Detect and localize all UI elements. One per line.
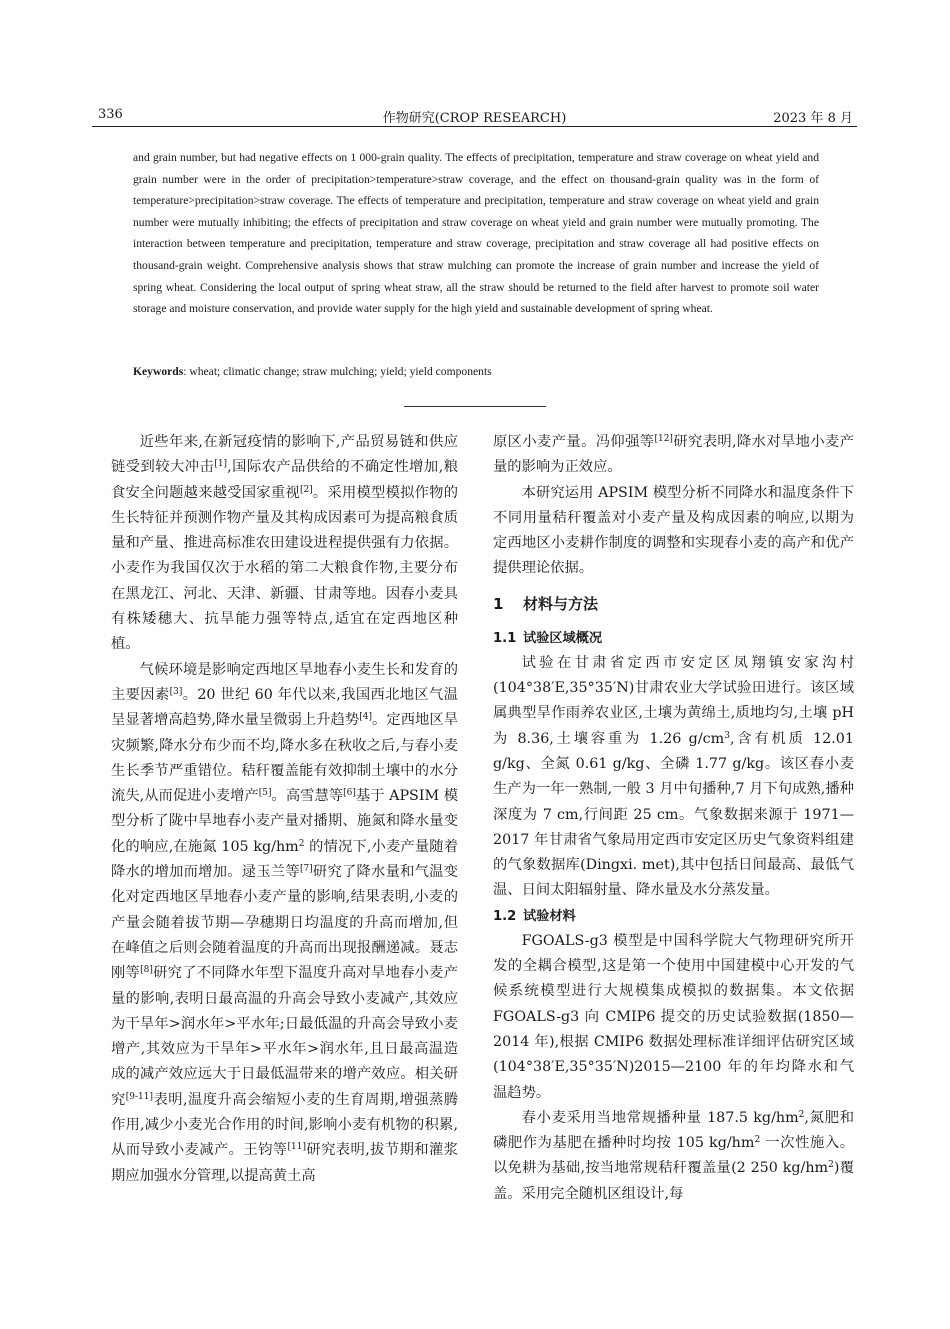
subsection-heading-1-1: 1.1 试验区域概况 xyxy=(493,630,603,646)
intro-paragraph-4: 本研究运用 APSIM 模型分析不同降水和温度条件下不同用量秸秆覆盖对小麦产量及构成因素的响应,以期为定西地区小麦耕作制度的调整和实现春小麦的高产和优产提供理论依据。 xyxy=(493,484,854,577)
separator-rule xyxy=(404,406,546,407)
citation: [5] xyxy=(258,788,272,799)
running-header xyxy=(92,104,857,127)
intro-paragraph-3: 原区小麦产量。冯仰强等[12]研究表明,降水对旱地小麦产量的影响为正效应。 xyxy=(493,434,855,476)
keywords-text: : wheat; climatic change; straw mulching; yield; yield components xyxy=(183,365,492,378)
citation: [1] xyxy=(214,459,228,470)
section-heading-1: 1 材料与方法 xyxy=(493,594,599,613)
citation: [2] xyxy=(299,484,313,495)
citation: [11] xyxy=(287,1142,306,1153)
citation: [3] xyxy=(169,687,183,698)
citation: [12] xyxy=(654,434,673,445)
keywords-label: Keywords xyxy=(133,365,184,378)
study-area-paragraph: 试验在甘肃省定西市安定区凤翔镇安家沟村(104°38′E,35°35′N)甘肃农业大学试验田进行。该区域属典型旱作雨养农业区,土壤为黄绵土,质地均匀,土壤 pH 为 8.36,土壤容重为 1.26 $g/cm^3$,含有机质 12.01 g/kg、全氮 0.61 g/kg、全磷 1.77 g/kg。该区春小麦生产为一年一熟制,一般 3 月中旬播种,7 月下旬成熟,播种深度为 7 cm,行间距 25 cm。气象数据来源于 1971—2017 年甘肃省气象局用定西市安定区历史气象资料组建的气象数据库(Dingxi. met),其中包括日间最高、最低气温、日间太阳辐射量、降水量及水分蒸发量。 xyxy=(493,654,854,899)
citation: [6] xyxy=(343,788,356,799)
citation: [9-11] xyxy=(125,1091,153,1102)
page-number: 336 xyxy=(98,107,123,122)
left-column xyxy=(111,430,458,1189)
citation: [4] xyxy=(359,712,372,723)
keywords-line xyxy=(133,361,819,383)
citation: [8] xyxy=(140,965,153,976)
citation: [7] xyxy=(299,864,313,875)
subsection-heading-1-2: 1.2 试验材料 xyxy=(493,908,576,924)
materials-paragraph-2: 春小麦采用当地常规播种量 187.5 $kg/hm^2$,氮肥和磷肥作为基肥在播种时均按 105 $kg/hm^2$ 一次性施入。以免耕为基础,按当地常规秸秆覆盖量(2 250 $kg/hm^2$)覆盖。采用完全随机区组设计,每 xyxy=(493,1109,855,1202)
intro-paragraph-2: 气候环境是影响定西地区旱地春小麦生长和发育的主要因素[3]。20 世纪 60 年代以来,我国西北地区气温呈显著增高趋势,降水量呈微弱上升趋势[4]。定西地区旱灾频繁,降水分布少而不均,降水多在秋收之后,与春小麦生长季节严重错位。秸秆覆盖能有效抑制土壤中的水分流失,从而促进小麦增产[5]。高雪慧等[6]基于 APSIM 模型分析了陇中旱地春小麦产量对播期、施氮和降水量变化的响应,在施氮 105 $kg/hm^2$ 的情况下,小麦产量随着降水的增加而增加。逯玉兰等[7]研究了降水量和气温变化对定西地区旱地春小麦产量的影响,结果表明,小麦的产量会随着拔节期—孕穗期日均温度的升高而增加,但在峰值之后则会随着温度的升高而出现报酬递减。聂志刚等[8]研究了不同降水年型下温度升高对旱地春小麦产量的影响,表明日最高温的升高会导致小麦减产,其效应为干旱年>润水年>平水年;日最低温的升高会导致小麦增产,其效应为干旱年>平水年>润水年,且日最高温造成的减产效应远大于日最低温带来的增产效应。相关研究[9-11]表明,温度升高会缩短小麦的生育周期,增强蒸腾作用,减少小麦光合作用的时间,影响小麦有机物的积累,从而导致小麦减产。王钧等[11]研究表明,拔节期和灌浆期应加强水分管理,以提高黄土高 xyxy=(111,661,459,1184)
materials-paragraph-1: FGOALS-g3 模型是中国科学院大气物理研究所开发的全耦合模型,这是第一个使用中国建模中心开发的气候系统模型进行大规模集成模拟的数据集。本文依据 FGOALS-g3 向 CMIP6 提交的历史试验数据(1850—2014 年),根据 CMIP6 数据处理标准详细评估研究区域(104°38′E,35°35′N)2015—2100 年的年均降水和气温趋势。 xyxy=(493,932,854,1101)
intro-paragraph-1: 近些年来,在新冠疫情的影响下,产品贸易链和供应链受到较大冲击[1],国际农产品供给的不确定性增加,粮食安全问题越来越受国家重视[2]。采用模型模拟作物的生长特征并预测作物产量及其构成因素可为提高粮食质量和产量、推进高标准农田建设进程提供强有力依据。小麦作为我国仅次于水稻的第二大粮食作物,主要分布在黑龙江、河北、天津、新疆、甘肃等地。因春小麦具有株矮穗大、抗旱能力强等特点,适宜在定西地区种植。 xyxy=(111,434,459,653)
right-column xyxy=(493,430,854,1207)
journal-title: 作物研究(CROP RESEARCH) xyxy=(382,111,567,126)
issue-date: 2023 年 8 月 xyxy=(773,111,853,126)
english-abstract: and grain number, but had negative effects on 1 000-grain quality. The effects of precipitation, temperature and straw coverage on wheat yield and grain number were in the order of precipitation>temperature>straw coverage, and the effect on thousand-grain quality was in the form of temperature>precipitation>straw coverage. The effects of temperature and precipitation, temperature and straw coverage on wheat yield and grain number were mutually inhibiting; the effects of precipitation and straw coverage on wheat yield and grain number were mutually promoting. The interaction between temperature and precipitation, temperature and straw coverage, precipitation and straw coverage all had positive effects on thousand-grain weight. Comprehensive analysis shows that straw mulching can promote the increase of grain number and increase the yield of spring wheat. Considering the local output of spring wheat straw, all the straw should be returned to the field after harvest to promote soil water storage and moisture conservation, and provide water supply for the high yield and sustainable development of spring wheat. xyxy=(133,151,819,316)
